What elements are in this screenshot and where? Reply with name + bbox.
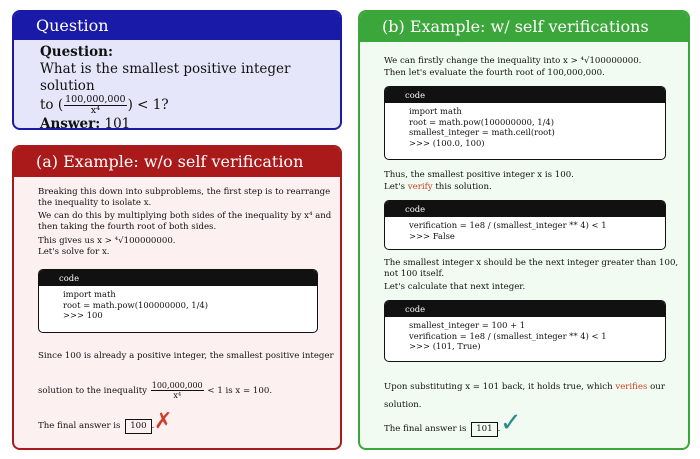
panel-b-text3: Thus, the smallest positive integer x is 100. xyxy=(384,170,574,180)
panel-b-text8: Upon substituting x = 101 back, it holds true, which verifies our xyxy=(384,382,665,392)
panel-b-text4: Let's verify this solution. xyxy=(384,182,492,192)
verify-highlight: verify xyxy=(407,182,433,192)
panel-b-text9: solution. xyxy=(384,400,422,410)
question-line2: to ( $\frac{100,000,000}{\text{x⁴}}$ ) < 1? xyxy=(40,94,169,116)
code-body: import math root = math.pow(100000000, 1/4) >>> 100 xyxy=(63,289,209,320)
panel-b-text5: The smallest integer x should be the next integer greater than 100, xyxy=(384,258,679,268)
panel-a-text5: This gives us x > ⁴√100000000. xyxy=(38,236,176,246)
panel-a-text2: the inequality to isolate x. xyxy=(38,198,152,208)
panel-b-code-block-1 xyxy=(384,86,666,160)
question-line1: What is the smallest positive integer solution xyxy=(40,61,291,94)
check-icon: ✓ xyxy=(500,408,522,438)
panel-a-text1: Breaking this down into subproblems, the first step is to rearrange xyxy=(38,187,331,197)
answer-box: 100 xyxy=(125,419,151,434)
panel-a-text7: Since 100 is already a positive integer, the smallest positive integer xyxy=(38,351,334,361)
answer-box: 101 xyxy=(471,422,497,437)
panel-b-code-block-2 xyxy=(384,200,666,250)
with-verification-panel xyxy=(358,10,690,450)
question-answer: Answer: 101 xyxy=(40,116,131,130)
question-body xyxy=(14,40,340,130)
verifies-highlight: verifies xyxy=(615,382,648,392)
panel-a-text3: We can do this by multiplying both sides of the inequality by x⁴ and xyxy=(38,211,332,221)
code-header: code xyxy=(385,301,665,317)
panel-b-text2: Then let's evaluate the fourth root of 100,000,000. xyxy=(384,68,605,78)
question-fraction: $\frac{100,000,000}{\text{x⁴}}$ xyxy=(65,94,126,116)
code-header: code xyxy=(385,201,665,217)
panel-a-text4: then taking the fourth root of both sides. xyxy=(38,222,217,232)
cross-icon: ✗ xyxy=(154,409,173,434)
question-panel xyxy=(12,10,342,130)
question-label: Question: xyxy=(40,44,113,60)
panel-a-header: (a) Example: w/o self verification xyxy=(14,147,340,177)
code-header: code xyxy=(385,87,665,103)
panel-b-text1: We can firstly change the inequality into x > ⁴√100000000. xyxy=(384,56,642,66)
code-body: import math root = math.pow(100000000, 1/4) smallest_integer = math.ceil(root) >>> (100.0, 100) xyxy=(409,106,555,148)
code-body: verification = 1e8 / (smallest_integer ** 4) < 1 >>> False xyxy=(409,220,607,241)
panel-b-header: (b) Example: w/ self verifications xyxy=(360,12,688,42)
panel-a-fraction: $\frac{100,000,000}{\text{x⁴}}$ xyxy=(151,381,203,400)
code-body: smallest_integer = 100 + 1 verification = 1e8 / (smallest_integer ** 4) < 1 >>> (101, True) xyxy=(409,320,607,351)
code-header: code xyxy=(39,270,317,286)
panel-a-text6: Let's solve for x. xyxy=(38,247,110,257)
panel-b-text7: Let's calculate that next integer. xyxy=(384,282,526,292)
panel-b-final-answer: The final answer is 101 . xyxy=(384,422,500,437)
panel-a-text8: solution to the inequality $\frac{100,000,000}{\text{x⁴}}$ < 1 is x = 100. xyxy=(38,381,273,400)
panel-a-final-answer: The final answer is 100 . xyxy=(38,419,154,434)
panel-b-code-block-3 xyxy=(384,300,666,362)
question-header: Question xyxy=(14,12,340,40)
without-verification-panel xyxy=(12,145,342,450)
panel-b-text6: not 100 itself. xyxy=(384,269,445,279)
panel-a-code-block xyxy=(38,269,318,333)
